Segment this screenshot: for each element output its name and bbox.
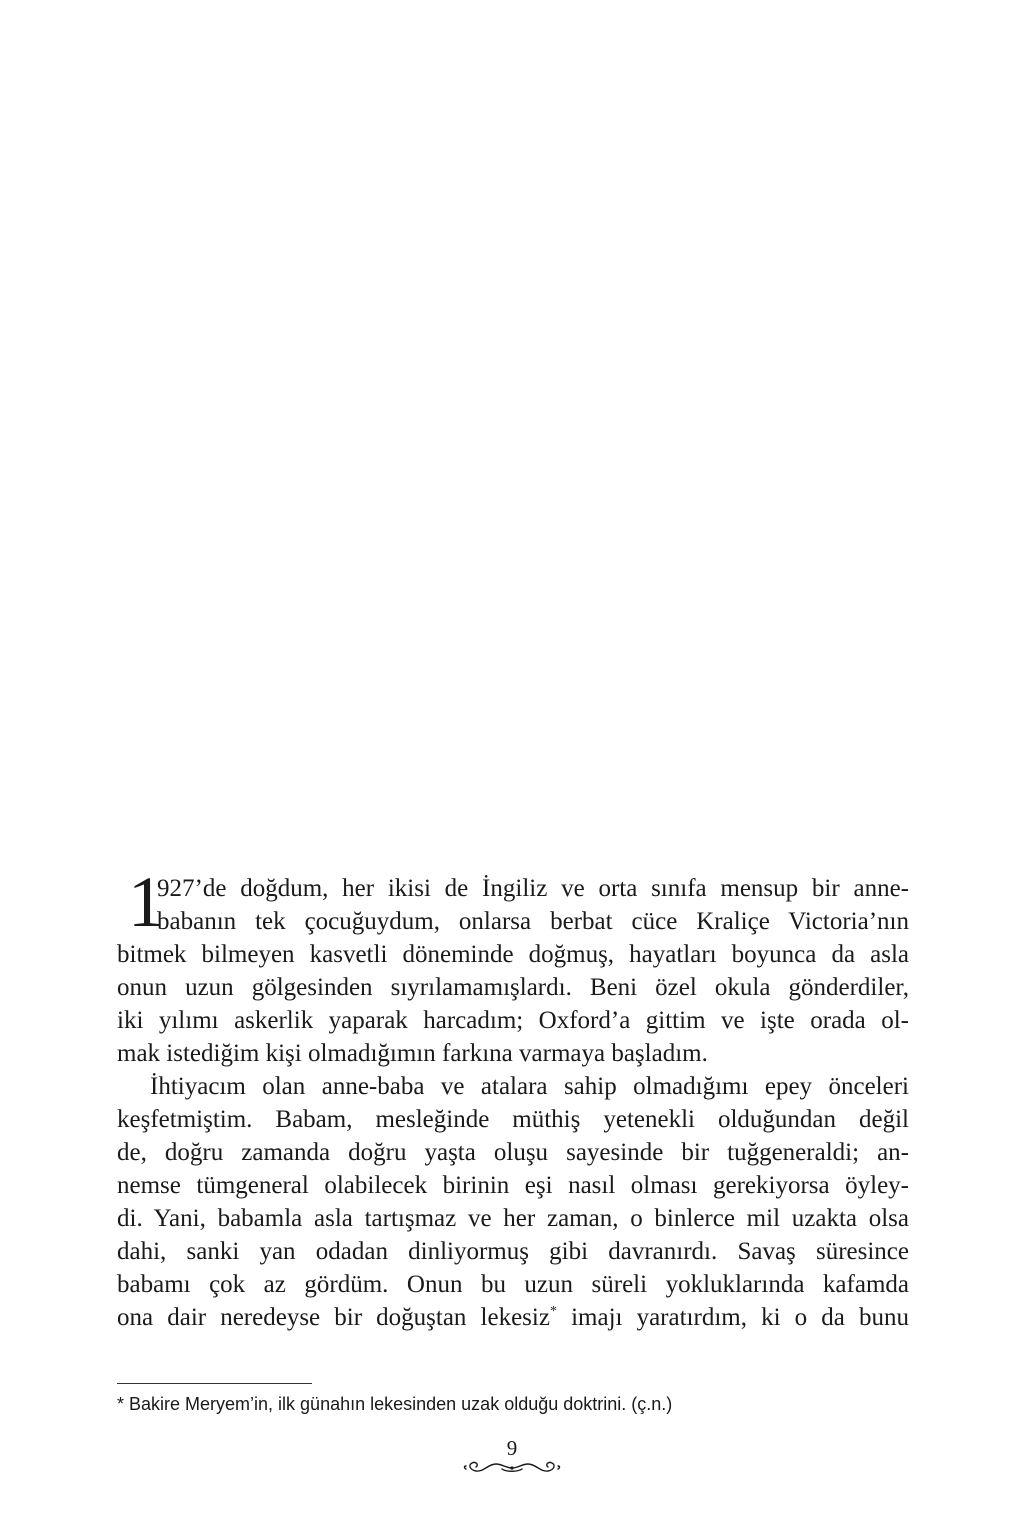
text-line: mak istediğim kişi olmadığımın farkına varmaya başladım.: [117, 1040, 708, 1067]
text-line: babamı çok az gördüm. Onun bu uzun süreli yokluklarında kafamda: [117, 1271, 909, 1298]
paragraph-2: [117, 1070, 909, 1334]
text-line: nemse tümgeneral olabilecek birinin eşi nasıl olması gerekiyorsa öyley-: [117, 1172, 909, 1199]
footnote-divider: [117, 1383, 312, 1384]
text-line-with-footnote-mark: [117, 1301, 909, 1334]
text-line: babanın tek çocuğuydum, onlarsa berbat cüce Kraliçe Victoria’nın: [157, 908, 909, 935]
footnote: * Bakire Meryem’in, ilk günahın lekesinden uzak olduğu doktrini. (ç.n.): [117, 1394, 673, 1414]
text-line: bitmek bilmeyen kasvetli döneminde doğmuş, hayatları boyunca da asla: [117, 941, 909, 968]
text-segment: imajı yaratırdım, ki o da bunu: [556, 1304, 909, 1331]
text-line: dahi, sanki yan odadan dinliyormuş gibi davranırdı. Savaş süresince: [117, 1238, 909, 1265]
footnote-mark: *: [549, 1304, 557, 1319]
text-line: di. Yani, babamla asla tartışmaz ve her zaman, o binlerce mil uzakta olsa: [117, 1205, 909, 1232]
text-segment: ona dair neredeyse bir doğuştan lekesiz: [117, 1304, 550, 1331]
body-text: [117, 862, 909, 1334]
text-line: onun uzun gölgesinden sıyrılamamışlardı. Beni özel okula gönderdiler,: [117, 974, 909, 1001]
text-line: İhtiyacım olan anne-baba ve atalara sahip olmadığımı epey önceleri: [150, 1073, 909, 1100]
page-number: 9: [506, 1436, 518, 1460]
text-line: keşfetmiştim. Babam, mesleğinde müthiş yetenekli olduğundan değil: [117, 1106, 909, 1133]
drop-cap: 1: [128, 862, 164, 942]
text-line: de, doğru zamanda doğru yaşta oluşu sayesinde bir tuğgeneraldi; an-: [117, 1139, 909, 1166]
text-line: iki yılımı askerlik yaparak harcadım; Oxford’a gittim ve işte orada ol-: [117, 1007, 909, 1034]
scroll-flourish-ornament-icon: [462, 1458, 562, 1478]
text-line: 927’de doğdum, her ikisi de İngiliz ve orta sınıfa mensup bir anne-: [157, 875, 909, 902]
paragraph-1: [117, 862, 909, 1070]
